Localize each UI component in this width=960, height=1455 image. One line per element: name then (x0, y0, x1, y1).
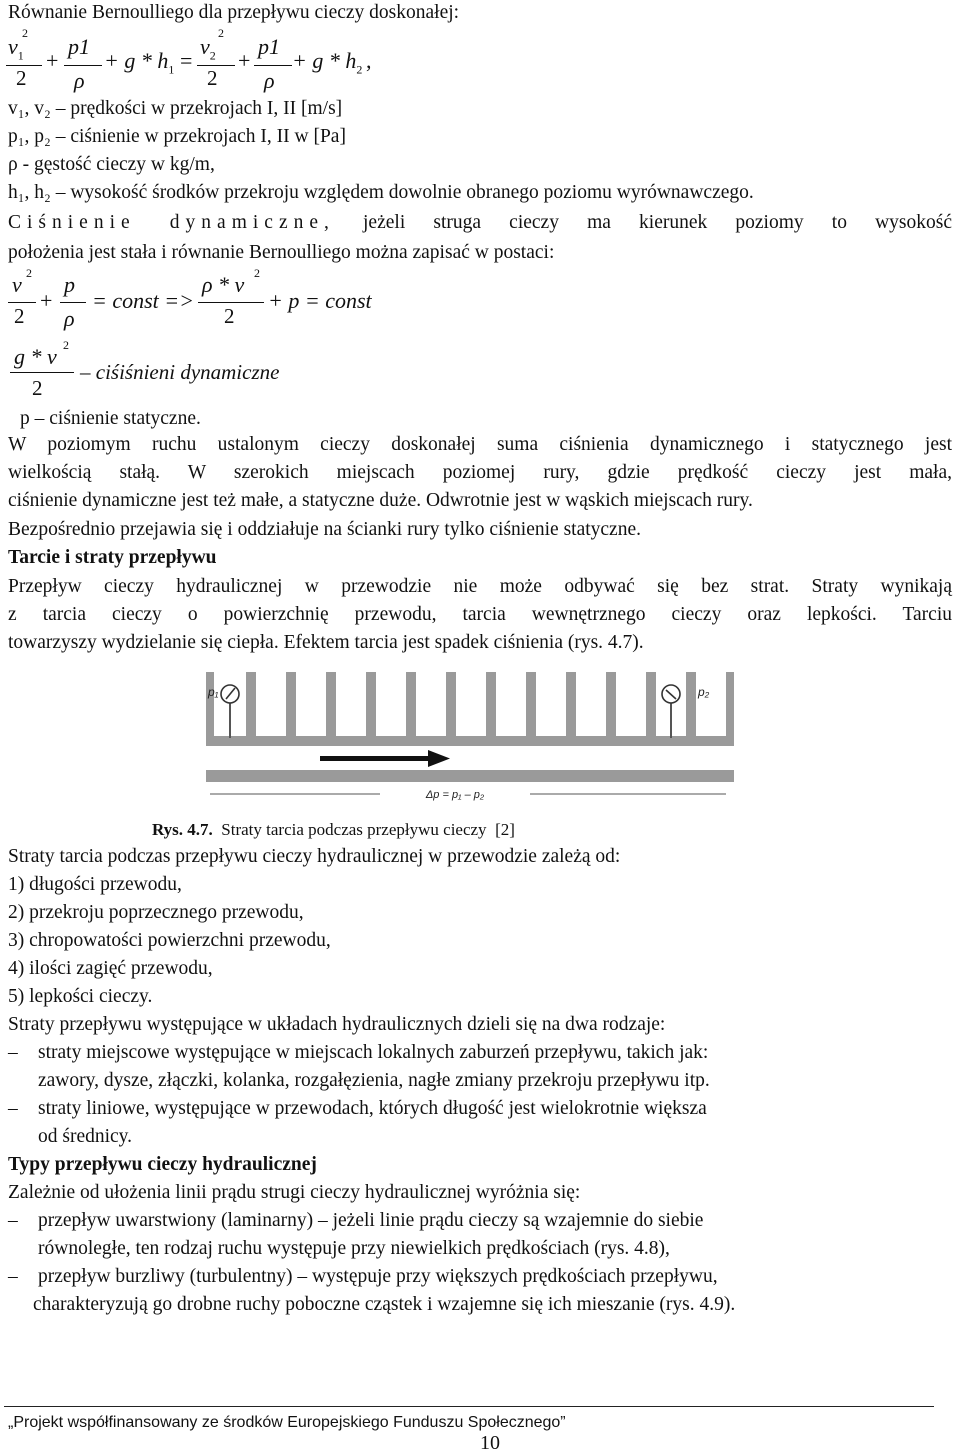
eq3-den: 2 (32, 376, 43, 400)
paragraph-line: z tarcia cieczy o powierzchnię przewodu, tarcia wewnętrznego cieczy oraz lepkości. Tarciu (8, 604, 952, 625)
eq1-gh1: + g * $h_1$ (104, 48, 175, 77)
eq2-rho-v-sup: 2 (254, 266, 260, 280)
eq1-gh2: + g * $h_2$ (292, 48, 363, 77)
eq1-den-3: 2 (207, 66, 218, 90)
eq3-sup: 2 (63, 338, 69, 352)
list-item-continuation: zawory, dysze, złączki, kolanka, rozgałęzienia, nagłe zmiany przekroju przepływu itp. (38, 1070, 710, 1091)
eq2-den-3: 2 (224, 304, 235, 328)
paragraph-line: wielkością stałą. W szerokich miejscach poziomej rury, gdzie prędkość cieczy jest mała, (8, 462, 952, 483)
eq2-v-sup: 2 (26, 266, 32, 280)
footer-rule (4, 1406, 934, 1407)
legend-line: h₁, h₂ – wysokość środków przekroju względem dowolnie obranego poziomu wyrównawczego. (8, 182, 754, 203)
list-item: 5) lepkości cieczy. (8, 986, 153, 1007)
paragraph-line: Bezpośrednio przejawia się i oddziałuje na ścianki rury tylko ciśnienie statyczne. (8, 519, 641, 540)
legend-line: v₁, v₂ – prędkości w przekrojach I, II [m/s] (8, 98, 343, 119)
eq2-rho-v: ρ * v (202, 272, 245, 297)
legend-line: p₁, p₂ – ciśnienie w przekrojach I, II w [Pa] (8, 126, 346, 147)
eq2-frac-bar-3 (198, 302, 264, 303)
eq2-frac-bar-1 (8, 302, 36, 303)
figure-caption: Rys. 4.7. Straty tarcia podczas przepływu cieczy [2] (152, 820, 515, 839)
dynamic-pressure-line: Ciśnienie dynamiczne, jeżeli struga cieczy ma kierunek poziomy to wysokość (8, 212, 952, 233)
eq1-den-1: 2 (16, 66, 27, 90)
eq1-v1-sup: 2 (22, 26, 28, 40)
eq2-p: p (64, 272, 75, 297)
list-item-continuation: charakteryzują go drobne ruchy poboczne cząstek i wzajemne się ich mieszanie (rys. 4.9). (33, 1294, 736, 1315)
page-number: 10 (480, 1432, 500, 1454)
bullet-dash: – (8, 1042, 18, 1063)
eq1-plus-3: + (238, 48, 251, 73)
eq1-comma: , (366, 48, 372, 73)
section-heading: Tarcie i straty przepływu (8, 547, 217, 568)
eq2-den-1: 2 (14, 304, 25, 328)
list-item: straty miejscowe występujące w miejscach lokalnych zaburzeń przepływu, takich jak: (38, 1042, 709, 1063)
paragraph-line: ciśnienie dynamiczne jest też małe, a statyczne duże. Odwrotnie jest w wąskich miejscach rury. (8, 490, 753, 511)
eq1-p1: p1 (68, 34, 90, 59)
eq3-gv: g * v (14, 344, 57, 369)
text-line: Straty przepływu występujące w układach hydraulicznych dzieli się na dwa rodzaje: (8, 1014, 666, 1035)
static-pressure-line: p – ciśnienie statyczne. (20, 408, 201, 429)
list-item: przepływ burzliwy (turbulentny) – występuje przy większych prędkościach przepływu, (38, 1266, 718, 1287)
p2-label: p₂ (698, 685, 710, 699)
pressure-drop-label: Δp = p₁ – p₂ (425, 789, 485, 801)
text-line: położenia jest stała i równanie Bernoulliego można zapisać w postaci: (8, 242, 555, 263)
eq2-frac-bar-2 (60, 302, 86, 303)
eq1-frac-bar-2 (64, 65, 102, 66)
p1-label: p₁ (208, 685, 219, 699)
list-item-continuation: równoległe, ten rodzaj ruchu występuje przy niewielkich prędkościach (rys. 4.8), (38, 1238, 670, 1259)
text-line: Straty tarcia podczas przepływu cieczy hydraulicznej w przewodzie zależą od: (8, 846, 621, 867)
paragraph-line: W poziomym ruchu ustalonym cieczy doskonałej suma ciśnienia dynamicznego i statycznego jest (8, 434, 952, 455)
eq1-equals: = (180, 48, 193, 73)
eq1-v1: $v_1$ (8, 34, 24, 63)
eq1-p1b: p1 (258, 34, 280, 59)
paragraph-line: towarzyszy wydzielanie się ciepła. Efektem tarcia jest spadek ciśnienia (rys. 4.7). (8, 632, 644, 653)
eq1-rho-1: ρ (74, 68, 85, 93)
eq2-rho: ρ (64, 306, 75, 331)
legend-line: ρ - gęstość cieczy w kg/m, (8, 154, 215, 175)
eq2-v: v (12, 272, 22, 297)
eq1-v2-sup: 2 (218, 26, 224, 40)
eq3-frac-bar (10, 372, 74, 373)
text-line: Zależnie od ułożenia linii prądu strugi cieczy hydraulicznej wyróżnia się: (8, 1182, 581, 1203)
section-heading: Typy przepływu cieczy hydraulicznej (8, 1154, 317, 1175)
bullet-dash: – (8, 1266, 18, 1287)
bullet-dash: – (8, 1210, 18, 1231)
intro-line: Równanie Bernoulliego dla przepływu cieczy doskonałej: (8, 2, 460, 23)
eq3-label: – ciśiśnieni dynamiczne (80, 360, 280, 384)
eq1-plus-1: + (46, 48, 59, 73)
eq2-tail: + p = const (268, 288, 372, 313)
list-item: straty liniowe, występujące w przewodach, których długość jest wielokrotnie większa (38, 1098, 707, 1119)
list-item: przepływ uwarstwiony (laminarny) – jeżeli linie prądu cieczy są wzajemnie do siebie (38, 1210, 704, 1231)
list-item-continuation: od średnicy. (38, 1126, 133, 1147)
list-item: 3) chropowatości powierzchni przewodu, (8, 930, 331, 951)
paragraph-line: Przepływ cieczy hydraulicznej w przewodzie nie może odbywać się bez strat. Straty wynikają (8, 576, 952, 597)
eq1-rho-2: ρ (264, 68, 275, 93)
footer-text: „Projekt współfinansowany ze środków Europejskiego Funduszu Społecznego” (8, 1414, 566, 1431)
bullet-dash: – (8, 1098, 18, 1119)
list-item: 2) przekroju poprzecznego przewodu, (8, 902, 304, 923)
eq1-v2: $v_2$ (200, 34, 216, 63)
pipe-lower-wall (206, 770, 734, 782)
eq1-frac-bar-4 (254, 65, 292, 66)
friction-loss-figure (200, 668, 740, 808)
list-item: 1) długości przewodu, (8, 874, 182, 895)
eq2-plus: + (40, 288, 53, 313)
eq2-const: = const => (92, 288, 194, 313)
list-item: 4) ilości zagięć przewodu, (8, 958, 213, 979)
